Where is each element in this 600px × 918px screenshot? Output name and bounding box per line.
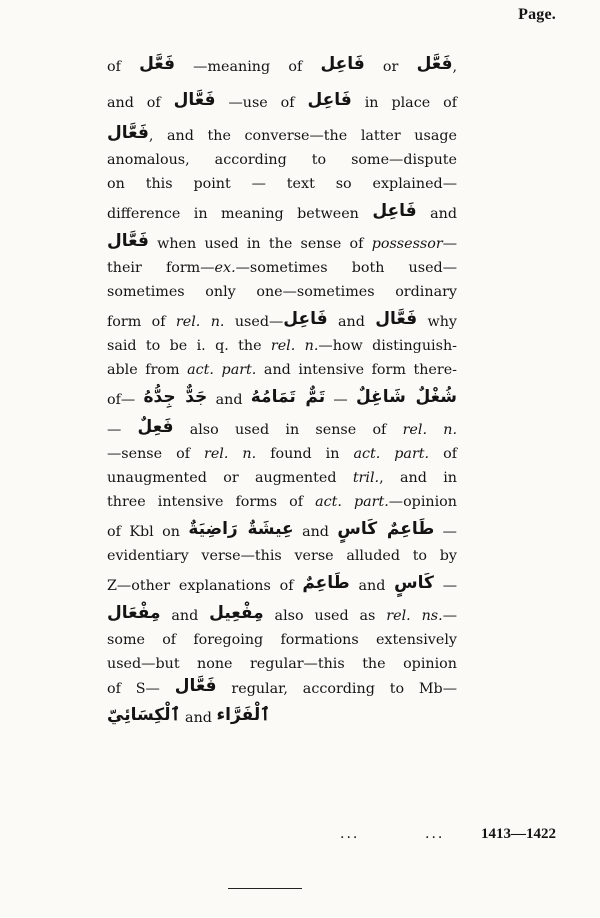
abbreviation: rel. n. [204, 446, 257, 462]
page-column-header: Page. [518, 6, 556, 23]
text-run: in place of [351, 95, 457, 111]
page-range: 1413—1422 [481, 826, 556, 842]
text-run: said to be i. q. the [107, 338, 271, 354]
abbreviation: tril. [352, 470, 380, 486]
text-run: Z—other explanations of [107, 578, 303, 594]
text-run: —sense of [107, 446, 205, 462]
arabic-word: فَاعِل [320, 54, 365, 74]
arabic-word: عِيشَةٌ رَاضِيَةٌ [188, 519, 294, 539]
text-run: — [442, 236, 457, 252]
arabic-word: جَدٌّ جِدُّهُ [143, 387, 208, 407]
arabic-word: مِفْعِيل [209, 603, 264, 623]
arabic-word: شُغْلٌ شَاغِلٌ [355, 387, 457, 407]
text-run: of Kbl on [107, 524, 189, 540]
divider-rule [228, 888, 302, 889]
text-run: and [180, 710, 217, 726]
text-run: or [364, 59, 417, 75]
text-run: and [207, 392, 251, 408]
arabic-word: فَعَّل [139, 54, 175, 74]
text-line [107, 82, 457, 118]
text-run: difference in meaning between [107, 206, 373, 222]
text-run: found in [256, 446, 354, 462]
arabic-word: كَاسٍ [394, 573, 434, 593]
text-line [107, 598, 457, 628]
text-run: some of foregoing formations extensively [107, 632, 457, 648]
abbreviation: act. part. [315, 494, 389, 510]
text-line [107, 304, 457, 334]
text-run: used— [224, 314, 284, 330]
text-run: of [107, 59, 140, 75]
text-run: on this point — text so explained— [107, 176, 457, 192]
text-run: — [434, 524, 457, 540]
abbreviation: act. part. [187, 362, 257, 378]
arabic-word: ٱلْفَرَّاء [216, 705, 271, 725]
arabic-word: طَاعِمٌ [302, 573, 350, 593]
arabic-word: فَعَّال [375, 309, 418, 329]
text-run: and of [107, 95, 174, 111]
arabic-word: مِفْعَال [107, 603, 161, 623]
text-line [107, 256, 457, 280]
arabic-word: فَاعِل [307, 90, 352, 110]
arabic-word: تَمٌّ تَمَامُهُ [250, 387, 326, 407]
text-line [107, 466, 457, 490]
arabic-word: فَعِلٌ [137, 417, 174, 437]
abbreviation: rel. n. [270, 338, 319, 354]
text-line [107, 490, 457, 514]
text-line [107, 196, 457, 226]
text-run: —meaning of [175, 59, 321, 75]
text-run: , and in [379, 470, 457, 486]
text-run: used—but none regular—this the opinion [107, 656, 457, 672]
text-line [107, 652, 457, 676]
text-line [107, 358, 457, 382]
text-run: and [293, 524, 338, 540]
text-run: —use of [215, 95, 308, 111]
text-run: — [433, 578, 457, 594]
text-run: — [107, 422, 138, 438]
text-run: — [325, 392, 356, 408]
text-run: form of [107, 314, 176, 330]
text-run: able from [107, 362, 188, 378]
arabic-word: ٱلْكِسَائِيّ [107, 705, 181, 725]
text-run: regular, according to Mb— [216, 681, 457, 697]
arabic-word: فَعَّال [173, 90, 216, 110]
arabic-word: فَاعِل [372, 201, 417, 221]
arabic-word: فَعَّل [416, 54, 453, 74]
text-run: unaugmented or augmented [107, 470, 353, 486]
text-run: , and the converse—the latter usage [148, 128, 457, 144]
text-run: and [416, 206, 457, 222]
text-line [107, 568, 457, 598]
text-run: three intensive forms of [107, 494, 316, 510]
arabic-word: فَاعِل [283, 309, 328, 329]
text-run: also used as [263, 608, 387, 624]
text-line [107, 226, 457, 256]
text-run: —sometimes both used— [235, 260, 457, 276]
arabic-word: طَاعِمٌ كَاسٍ [337, 519, 435, 539]
arabic-word: فَعَّال [174, 676, 217, 696]
abbreviation: rel. n. [402, 422, 458, 438]
text-line [107, 172, 457, 196]
text-run: and [349, 578, 395, 594]
text-line [107, 334, 457, 358]
text-line [107, 700, 457, 730]
text-run: and [327, 314, 376, 330]
text-line [107, 148, 457, 172]
text-run: why [417, 314, 457, 330]
text-run: also used in sense of [173, 422, 403, 438]
text-line [107, 382, 457, 412]
leader-dots: ... [425, 826, 445, 842]
text-run: of [429, 446, 457, 462]
text-run: —opinion [388, 494, 457, 510]
abbreviation: rel. ns. [386, 608, 443, 624]
text-run: of S— [107, 681, 175, 697]
arabic-word: فَعَّال [107, 231, 149, 251]
text-line [107, 118, 457, 148]
text-line [107, 628, 457, 652]
abbreviation: possessor [371, 236, 443, 252]
text-run: their form— [107, 260, 215, 276]
text-run: evidentiary verse—this verse alluded to by [107, 548, 457, 564]
text-run: anomalous, according to some—dispute [107, 152, 457, 168]
text-run: of— [107, 392, 144, 408]
text-line [107, 280, 457, 304]
abbreviation: rel. n. [175, 314, 225, 330]
text-run: and intensive form there- [256, 362, 457, 378]
abbreviation: act. part. [353, 446, 430, 462]
text-run: — [442, 608, 457, 624]
index-entry-text [107, 46, 457, 730]
text-line [107, 514, 457, 544]
text-line [107, 544, 457, 568]
text-run: when used in the sense of [148, 236, 372, 252]
text-line [107, 442, 457, 466]
text-line [107, 412, 457, 442]
text-run: , [452, 59, 458, 75]
leader-dots: ... [340, 826, 360, 842]
arabic-word: فَعَّال [107, 123, 149, 143]
abbreviation: ex. [214, 260, 236, 276]
text-run: and [160, 608, 210, 624]
text-run: sometimes only one—sometimes ordinary [107, 284, 457, 300]
text-run: —how distinguish- [318, 338, 457, 354]
text-line [107, 46, 457, 82]
text-line [107, 676, 457, 700]
